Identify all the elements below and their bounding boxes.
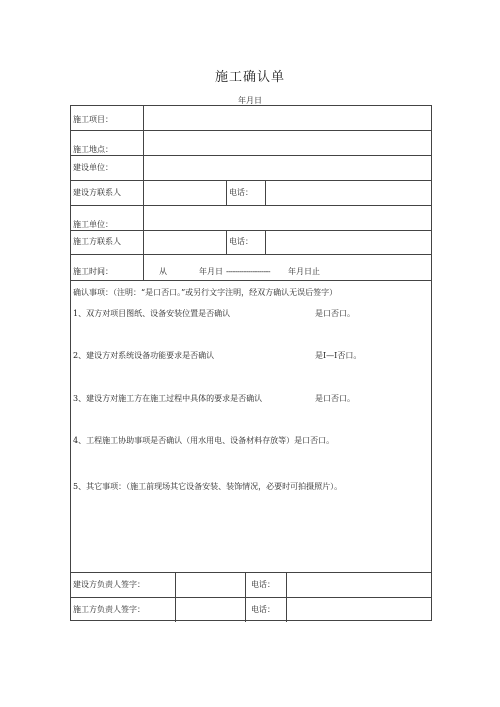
confirm-item: 4、工程施工协助事项是否确认（用水用电、设备材料存放等）是口否口。 [73, 436, 335, 445]
confirmation-form [70, 105, 432, 621]
project-label: 施工项目： [73, 115, 113, 124]
confirm-answer: 是I—I否口。 [315, 351, 362, 360]
confirm-item: 2、建设方对系统设备功能要求是否确认 [73, 351, 215, 360]
builder-signature-phone-label: 电话： [251, 580, 275, 589]
row-divider [71, 130, 431, 131]
column-divider [143, 106, 144, 280]
contractor-label: 施工单位： [73, 220, 113, 229]
time-from: 从 [159, 267, 167, 276]
row-divider [71, 180, 431, 181]
row-divider [71, 230, 431, 231]
confirm-item: 1、双方对项目图纸、设备安装位置是否确认 [73, 309, 231, 318]
confirm-answer: 是口否口。 [315, 394, 355, 403]
time-end-date: 年月日止 [288, 267, 320, 276]
time-start-date: 年月日 [199, 267, 223, 276]
contractor-contact-label: 施工方联系人 [73, 237, 121, 246]
column-divider [226, 230, 227, 254]
row-divider [71, 254, 431, 255]
builder-phone-label: 电话： [229, 188, 253, 197]
row-divider [71, 280, 431, 281]
contractor-signature-phone-label: 电话： [251, 605, 275, 614]
contractor-phone-label: 电话： [229, 237, 253, 246]
builder-label: 建设单位： [73, 163, 113, 172]
row-divider [71, 205, 431, 206]
row-divider [71, 572, 431, 573]
builder-contact-label: 建设方联系人 [73, 188, 121, 197]
row-divider [71, 155, 431, 156]
builder-signature-label: 建设方负责人签字： [73, 580, 145, 589]
contractor-signature-label: 施工方负责人签字： [73, 605, 145, 614]
column-divider [245, 572, 246, 622]
date-line: 年月日 [238, 96, 262, 105]
confirm-item: 3、建设方对施工方在施工过程中具体的要求是否确认 [73, 394, 263, 403]
column-divider [286, 572, 287, 622]
confirm-header: 确认事项：（注明：“是口否口。”或另行文字注明，经双方确认无误后签字） [73, 288, 338, 297]
site-label: 施工地点： [73, 145, 113, 154]
column-divider [265, 180, 266, 205]
time-dashes: -------------------- [226, 267, 271, 276]
column-divider [226, 180, 227, 205]
column-divider [175, 572, 176, 622]
confirm-answer: 是口否口。 [315, 309, 355, 318]
page-title: 施工确认单 [214, 70, 285, 85]
column-divider [265, 230, 266, 254]
row-divider [71, 597, 431, 598]
confirm-item: 5、其它事项：（施工前现场其它设备安装、装饰情况，必要时可拍摄照片）。 [73, 482, 343, 491]
time-label: 施工时间： [73, 267, 113, 276]
